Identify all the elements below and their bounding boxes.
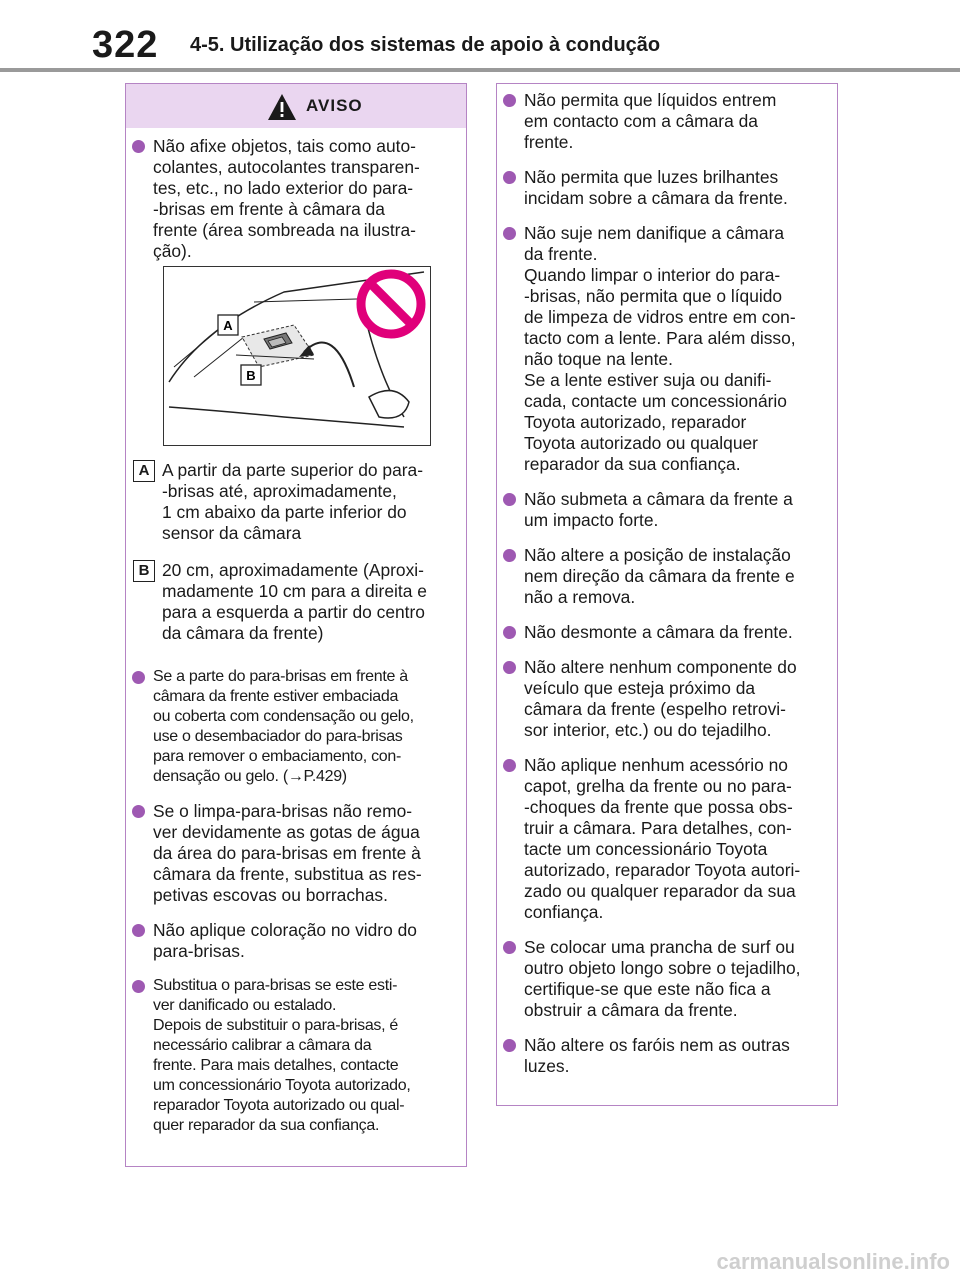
page-number: 322 — [92, 24, 159, 66]
list-item: Não submeta a câmara da frente a um impacto forte. — [497, 489, 837, 531]
callout-b-text: 20 cm, aproximadamente (Aproxi- madamente 10 cm para a direita e para a esquerda a partir do centro da câmara da frente) — [162, 560, 427, 643]
windshield-drawing — [164, 267, 429, 444]
list-item: Não suje nem danifique a câmara da frente. Quando limpar o interior do para- -brisas, não permita que o líquido de limpeza de vidros entre em con- tacto com a lente. Para além disso, não toque na lente. Se a lente estiver suja ou danifi- cada, contacte um concessionário Toyota autorizado, reparador Toyota autorizado ou qualquer reparador da sua confiança. — [497, 223, 837, 475]
bullet-icon — [503, 759, 516, 772]
warning-box-left — [125, 83, 467, 1167]
bullet-icon — [503, 493, 516, 506]
warning-label: AVISO — [306, 96, 363, 115]
list-item: Não permita que líquidos entrem em contacto com a câmara da frente. — [497, 90, 837, 153]
list-item: Se o limpa-para-brisas não remo- ver devidamente as gotas de água da área do para-brisas em frente à câmara da frente, substitua as res- petivas escovas ou borrachas. — [126, 801, 466, 906]
warning-triangle-icon — [267, 93, 297, 121]
callout-a-label: A — [133, 460, 155, 482]
list-item: Se a parte do para-brisas em frente à câmara da frente estiver embaciada ou coberta com condensação ou gelo, use o desembaciador do para-brisas para remover o embaciamento, con- densação ou gelo. (→P.429) — [126, 667, 466, 787]
bullet-icon — [503, 661, 516, 674]
bullet-icon — [132, 805, 145, 818]
bullet-icon — [503, 171, 516, 184]
prohibited-icon — [361, 274, 421, 334]
bullet-icon — [503, 94, 516, 107]
bullet-icon — [132, 140, 145, 153]
bullet-icon — [132, 980, 145, 993]
list-item: Não desmonte a câmara da frente. — [497, 622, 837, 643]
list-item: Não aplique coloração no vidro do para-brisas. — [126, 920, 466, 962]
windshield-illustration — [163, 266, 431, 446]
header-rule — [0, 68, 960, 72]
watermark: carmanualsonline.info — [716, 1249, 950, 1274]
left-item-1 — [126, 136, 466, 276]
list-item: Não altere os faróis nem as outras luzes. — [497, 1035, 837, 1077]
bullet-icon — [503, 626, 516, 639]
list-item: Não aplique nenhum acessório no capot, grelha da frente ou no para- -choques da frente que possa obs- truir a câmara. Para detalhes, con- tacte um concessionário Toyota autorizado, reparador Toyota autori- zado ou qualquer reparador da sua confiança. — [497, 755, 837, 923]
list-item: Se colocar uma prancha de surf ou outro objeto longo sobre o tejadilho, certifique-se que este não fica a obstruir a câmara da frente. — [497, 937, 837, 1021]
callout-b-label: B — [133, 560, 155, 582]
bullet-icon — [503, 227, 516, 240]
callout-a-text: A partir da parte superior do para- -brisas até, aproximadamente, 1 cm abaixo da parte inferior do sensor da câmara — [162, 460, 424, 543]
list-item: Não altere nenhum componente do veículo que esteja próximo da câmara da frente (espelho retrovi- sor interior, etc.) ou do tejadilho. — [497, 657, 837, 741]
callout-b — [133, 560, 453, 644]
bullet-icon — [132, 671, 145, 684]
warning-box-right — [496, 83, 838, 1106]
section-title: 4-5. Utilização dos sistemas de apoio à condução — [190, 34, 661, 56]
bullet-icon — [132, 924, 145, 937]
bullet-icon — [503, 1039, 516, 1052]
figure-label-b: B — [246, 368, 256, 383]
callout-a — [133, 460, 453, 544]
bullet-icon — [503, 941, 516, 954]
list-item: Não afixe objetos, tais como auto- colantes, autocolantes transparen- tes, etc., no lado exterior do para- -brisas em frente à câmara da frente (área sombreada na ilustra- ção). — [126, 136, 466, 262]
warning-header — [126, 84, 466, 128]
list-item: Substitua o para-brisas se este esti- ver danificado ou estalado. Depois de substituir o para-brisas, é necessário calibrar a câmara da frente. Para mais detalhes, contacte um concessionário Toyota autorizado, reparador Toyota autorizado ou qual- quer reparador da sua confiança. — [126, 976, 466, 1136]
figure-label-a: A — [223, 318, 233, 333]
left-items-rest — [126, 667, 466, 1150]
list-item: Não altere a posição de instalação nem direção da câmara da frente e não a remova. — [497, 545, 837, 608]
bullet-icon — [503, 549, 516, 562]
list-item: Não permita que luzes brilhantes incidam sobre a câmara da frente. — [497, 167, 837, 209]
right-items — [497, 90, 837, 1091]
